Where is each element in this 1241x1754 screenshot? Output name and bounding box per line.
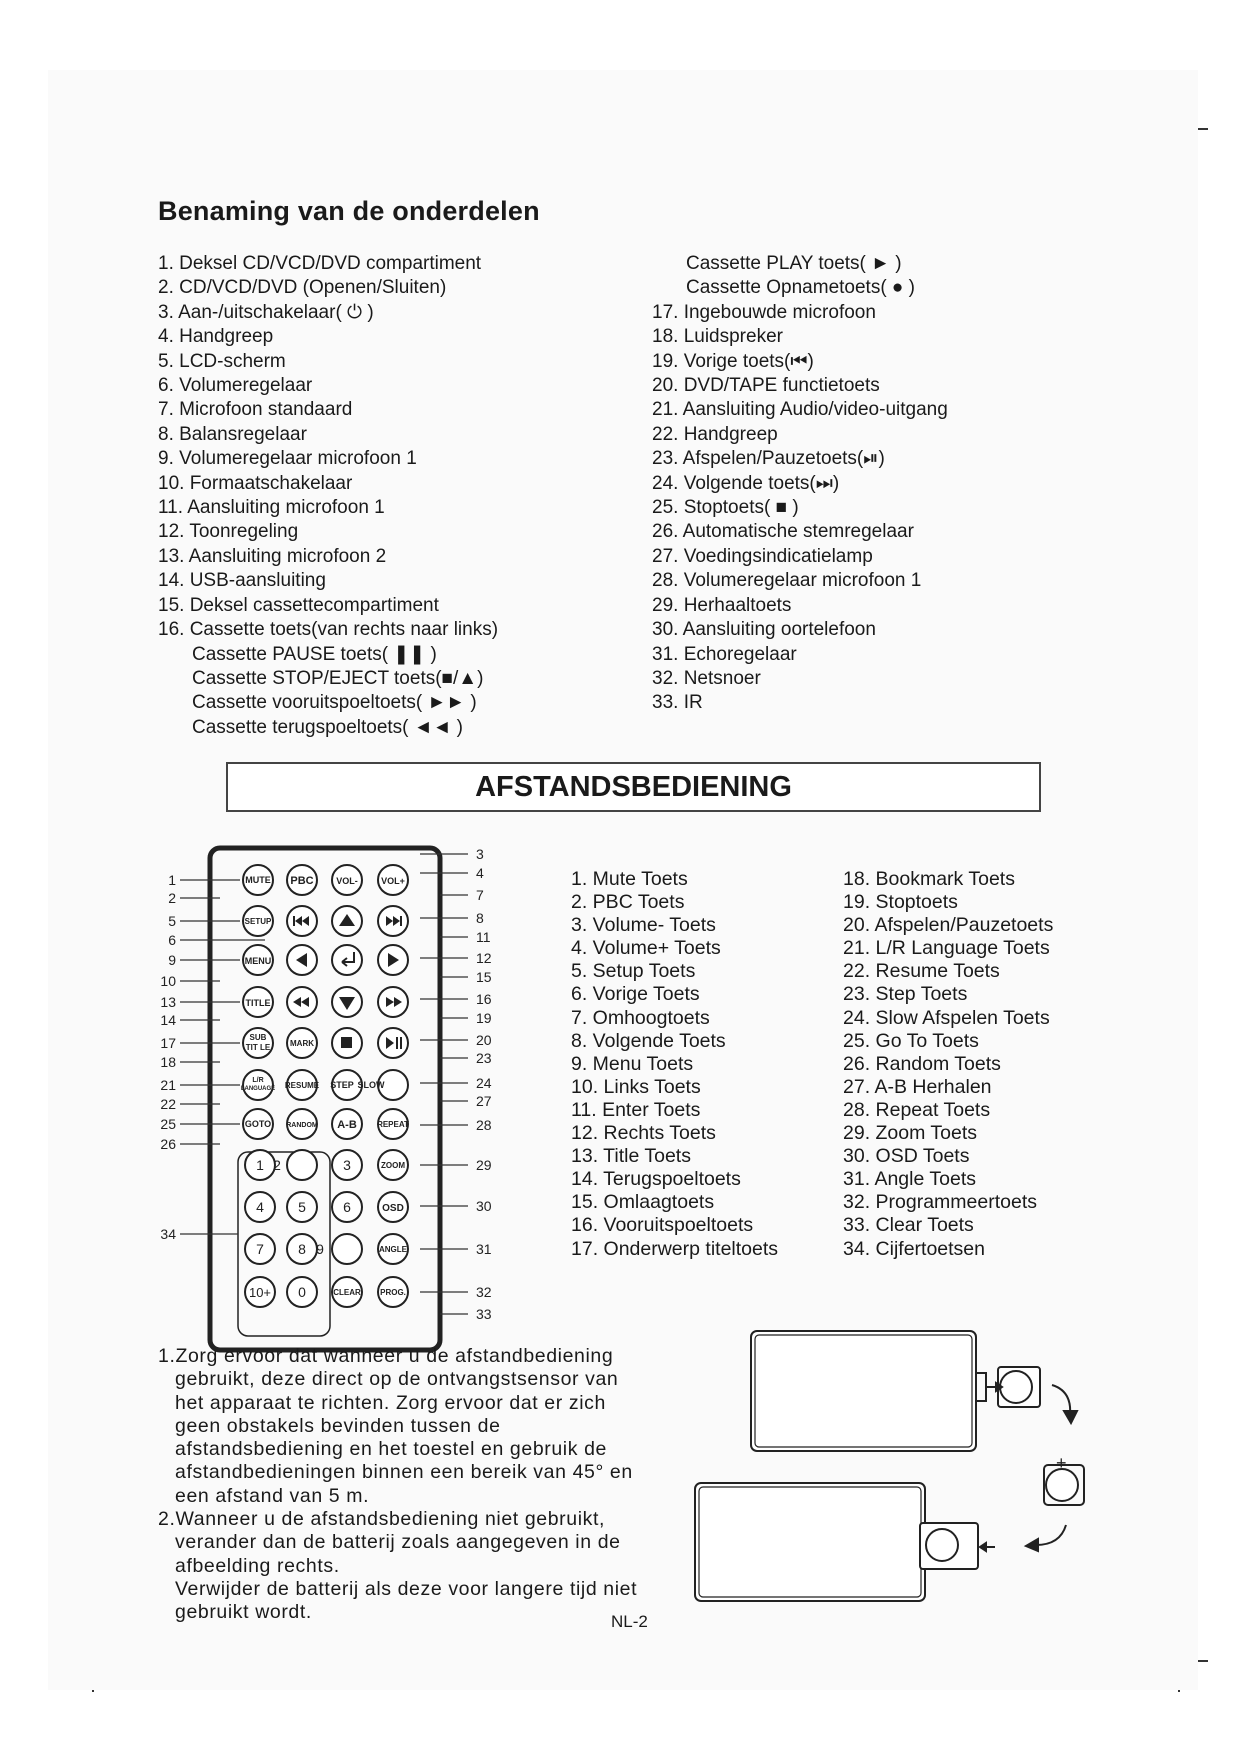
- osd-button: OSD: [382, 1203, 404, 1214]
- list-item: 4. Handgreep: [158, 326, 274, 348]
- digit-9-label: 9: [316, 1241, 324, 1257]
- list-item: 8. Volgende Toets: [571, 1029, 726, 1052]
- list-item: 22. Handgreep: [652, 423, 778, 445]
- callout-label: 33: [476, 1306, 492, 1322]
- callout-label: 32: [476, 1284, 492, 1300]
- list-item: het apparaat te richten. Zorg ervoor dat er zich: [175, 1391, 606, 1414]
- list-item: 7. Omhoogtoets: [571, 1006, 710, 1029]
- title-button: TITLE: [245, 998, 271, 1008]
- list-item: 32. Netsnoer: [652, 667, 761, 689]
- page-number: NL-2: [611, 1612, 648, 1631]
- remote-bottom-view: [695, 1483, 925, 1601]
- digit-7-button: 7: [256, 1241, 264, 1257]
- list-item: 27. A-B Herhalen: [843, 1075, 992, 1098]
- lr-button-line1: L/R: [252, 1077, 264, 1084]
- callout-label: 31: [476, 1241, 492, 1257]
- goto-button: GOTO: [244, 1119, 272, 1129]
- list-item: Cassette Opnametoets( ● ): [686, 277, 916, 299]
- random-button: RANDOM: [286, 1122, 318, 1129]
- battery-illustration: [690, 1325, 1110, 1615]
- list-item: 11. Enter Toets: [571, 1098, 701, 1121]
- setup-button: SETUP: [244, 917, 272, 926]
- parts-list-left: [158, 252, 498, 740]
- callout-lines-right: [420, 854, 468, 1314]
- menu-button: MENU: [244, 956, 272, 966]
- list-item: 11. Aansluiting microfoon 1: [158, 497, 385, 519]
- callout-label: 26: [160, 1136, 176, 1152]
- remote-tab: [976, 1373, 986, 1401]
- list-item: 7. Microfoon standaard: [158, 399, 353, 421]
- list-item: 24. Volgende toets(⏭): [652, 472, 840, 494]
- list-item: 16. Cassette toets(van rechts naar links): [158, 619, 499, 641]
- list-item: 30. Aansluiting oortelefoon: [652, 619, 876, 641]
- callout-label: 6: [168, 932, 176, 948]
- list-item: afbeelding rechts.: [175, 1554, 340, 1577]
- callout-label: 8: [476, 910, 484, 926]
- list-item: 28. Volumeregelaar microfoon 1: [652, 570, 922, 592]
- callout-label: 4: [476, 865, 484, 881]
- list-item: 6. Vorige Toets: [571, 983, 700, 1006]
- list-item: 20. Afspelen/Pauzetoets: [843, 914, 1054, 937]
- list-item: 14. USB-aansluiting: [158, 570, 326, 592]
- list-item: 3. Volume- Toets: [571, 914, 716, 937]
- resume-button: RESUME: [284, 1081, 320, 1090]
- step-button: STEP: [330, 1080, 354, 1090]
- slow-button: SLOW: [357, 1080, 385, 1090]
- list-item: 25. Stoptoets( ■ ): [652, 497, 799, 519]
- callout-label: 14: [160, 1012, 176, 1028]
- callout-label: 21: [160, 1077, 176, 1093]
- list-item: 2. PBC Toets: [571, 891, 685, 914]
- remote-diagram: [150, 840, 510, 1360]
- list-item: 29. Herhaaltoets: [652, 594, 792, 616]
- remote-heading: AFSTANDSBEDIENING: [226, 762, 1041, 812]
- vol-minus-button: VOL-: [336, 876, 358, 886]
- list-item: 19. Vorige toets(⏮): [652, 350, 814, 372]
- list-item: 18. Bookmark Toets: [843, 868, 1015, 890]
- callout-label: 13: [160, 994, 176, 1010]
- list-item: afstandbedieningen binnen een bereik van 45° en: [175, 1461, 633, 1484]
- remote-top-view: [751, 1331, 976, 1451]
- list-item: 22. Resume Toets: [843, 960, 1000, 983]
- list-item: 2.Wanneer u de afstandsbediening niet gebruikt,: [158, 1508, 606, 1531]
- callout-label: 15: [476, 969, 492, 985]
- section-title: Benaming van de onderdelen: [158, 196, 540, 226]
- digit-4-button: 4: [256, 1199, 264, 1215]
- ab-button: A-B: [337, 1119, 357, 1131]
- list-item: 24. Slow Afspelen Toets: [843, 1006, 1050, 1029]
- list-item: Verwijder de batterij als deze voor langere tijd niet: [175, 1577, 638, 1600]
- lr-button-line2: LANGUAGE: [240, 1086, 276, 1092]
- list-item: Cassette terugspoeltoets( ◄◄ ): [192, 716, 464, 738]
- callout-label: 20: [476, 1032, 492, 1048]
- list-item: 16. Vooruitspoeltoets: [571, 1214, 754, 1237]
- list-item: afstandsbediening en het toestel en gebruik de: [175, 1438, 607, 1461]
- parts-list-right: [652, 252, 948, 716]
- callout-label: 7: [476, 887, 484, 903]
- list-item: 5. Setup Toets: [571, 960, 696, 983]
- digit-10plus-button: 10+: [248, 1285, 272, 1300]
- list-item: 26. Random Toets: [843, 1052, 1001, 1075]
- callout-label: 24: [476, 1075, 492, 1091]
- list-item: 15. Deksel cassettecompartiment: [158, 594, 439, 616]
- list-item: 9. Menu Toets: [571, 1052, 694, 1075]
- callout-label: 1: [168, 872, 176, 888]
- zoom-button: ZOOM: [381, 1161, 405, 1170]
- list-item: Cassette vooruitspoeltoets( ►► ): [192, 692, 477, 714]
- list-item: Cassette STOP/EJECT toets(■/▲): [192, 667, 484, 689]
- callout-label: 17: [160, 1035, 176, 1051]
- digit-6-button: 6: [343, 1199, 351, 1215]
- clear-button: CLEAR: [333, 1288, 361, 1297]
- list-item: 12. Toonregeling: [158, 521, 299, 543]
- list-item: 12. Rechts Toets: [571, 1122, 716, 1145]
- list-item: gebruikt wordt.: [175, 1601, 312, 1624]
- list-item: 33. IR: [652, 692, 703, 714]
- list-item: 3. Aan-/uitschakelaar( ⏻ ): [158, 301, 374, 323]
- digit-0-button: 0: [298, 1284, 306, 1300]
- battery-cell-inserted: [926, 1529, 958, 1561]
- list-item: 25. Go To Toets: [843, 1029, 979, 1052]
- list-item: gebruikt, deze direct op de ontvangstsensor van: [175, 1368, 619, 1391]
- digit-3-button: 3: [343, 1157, 351, 1173]
- list-item: 17. Ingebouwde microfoon: [652, 301, 876, 323]
- callout-label: 11: [476, 929, 491, 945]
- subtitle-button-line1: SUB: [249, 1033, 267, 1042]
- list-item: 21. Aansluiting Audio/video-uitgang: [652, 399, 948, 421]
- curved-arrow-icon: [1036, 1525, 1066, 1545]
- list-item: 20. DVD/TAPE functietoets: [652, 375, 880, 397]
- list-item: 10. Links Toets: [571, 1075, 701, 1098]
- callout-label: 25: [160, 1116, 176, 1132]
- callout-label: 5: [168, 913, 176, 929]
- mark-button: MARK: [290, 1039, 314, 1048]
- callout-label: 16: [476, 991, 492, 1007]
- pbc-button: PBC: [290, 875, 314, 887]
- list-item: 4. Volume+ Toets: [571, 937, 721, 960]
- list-item: 27. Voedingsindicatielamp: [652, 545, 873, 567]
- callout-label: 2: [168, 890, 176, 906]
- list-item: 13. Aansluiting microfoon 2: [158, 545, 387, 567]
- battery-plus-symbol: +: [1056, 1453, 1067, 1473]
- callout-label: 18: [160, 1054, 176, 1070]
- list-item: 17. Onderwerp titeltoets: [571, 1237, 779, 1260]
- list-item: 2. CD/VCD/DVD (Openen/Sluiten): [158, 277, 447, 299]
- list-item: 23. Step Toets: [843, 983, 968, 1006]
- angle-button: ANGLE: [379, 1245, 407, 1254]
- list-item: 5. LCD-scherm: [158, 350, 286, 372]
- battery-loose: [1046, 1469, 1078, 1501]
- list-item: 23. Afspelen/Pauzetoets(⏯): [652, 448, 885, 470]
- list-item: 28. Repeat Toets: [843, 1098, 991, 1121]
- callout-label: 19: [476, 1010, 492, 1026]
- callout-label: 29: [476, 1157, 492, 1173]
- list-item: Cassette PAUSE toets( ❚❚ ): [192, 643, 437, 665]
- callout-label: 30: [476, 1198, 492, 1214]
- list-item: een afstand van 5 m.: [175, 1484, 370, 1507]
- list-item: 9. Volumeregelaar microfoon 1: [158, 448, 417, 470]
- callout-label: 10: [160, 973, 176, 989]
- list-item: 19. Stoptoets: [843, 891, 958, 914]
- list-item: 13. Title Toets: [571, 1145, 691, 1168]
- list-item: 29. Zoom Toets: [843, 1122, 978, 1145]
- list-item: 26. Automatische stemregelaar: [652, 521, 914, 543]
- list-item: 30. OSD Toets: [843, 1145, 970, 1168]
- digit-1-button: 1: [256, 1157, 264, 1173]
- list-item: verander dan de batterij zoals aangegeven in de: [175, 1531, 621, 1554]
- list-item: 15. Omlaagtoets: [571, 1191, 715, 1214]
- list-item: 10. Formaatschakelaar: [158, 472, 353, 494]
- remote-list-right: [843, 868, 1053, 1261]
- list-item: 31. Echoregelaar: [652, 643, 797, 665]
- list-item: 6. Volumeregelaar: [158, 375, 313, 397]
- callout-label: 27: [476, 1093, 492, 1109]
- list-item: 21. L/R Language Toets: [843, 937, 1050, 960]
- digit-2-label: 2: [273, 1157, 281, 1173]
- digit-5-button: 5: [298, 1199, 306, 1215]
- list-item: 1. Deksel CD/VCD/DVD compartiment: [158, 253, 482, 274]
- callout-label: 12: [476, 950, 492, 966]
- callout-label: 3: [476, 846, 484, 862]
- battery-cell: [1000, 1371, 1032, 1403]
- list-item: 33. Clear Toets: [843, 1214, 974, 1237]
- callout-label: 22: [160, 1096, 176, 1112]
- list-item: 32. Programmeertoets: [843, 1191, 1038, 1214]
- list-item: 1. Mute Toets: [571, 868, 688, 890]
- callout-label: 34: [160, 1226, 176, 1242]
- remote-list-left: [571, 868, 778, 1261]
- repeat-button: REPEAT: [377, 1120, 409, 1129]
- callout-label: 23: [476, 1050, 492, 1066]
- callout-label: 9: [168, 952, 176, 968]
- list-item: 34. Cijfertoetsen: [843, 1237, 985, 1260]
- usage-notes: [158, 1345, 678, 1625]
- callout-label: 28: [476, 1117, 492, 1133]
- list-item: 31. Angle Toets: [843, 1168, 976, 1191]
- prog-button: PROG.: [380, 1288, 406, 1297]
- list-item: Cassette PLAY toets( ► ): [686, 253, 902, 274]
- list-item: 1.Zorg ervoor dat wanneer u de afstandbediening: [158, 1345, 614, 1367]
- list-item: 8. Balansregelaar: [158, 423, 307, 445]
- list-item: 14. Terugspoeltoets: [571, 1168, 741, 1191]
- digit-8-button: 8: [298, 1241, 306, 1257]
- vol-plus-button: VOL+: [381, 876, 405, 886]
- list-item: 18. Luidspreker: [652, 326, 783, 348]
- list-item: geen obstakels bevinden tussen de: [175, 1414, 501, 1437]
- mute-button: MUTE: [245, 875, 271, 885]
- stop-icon: [341, 1037, 352, 1048]
- subtitle-button-line2: TIT LE: [245, 1043, 271, 1052]
